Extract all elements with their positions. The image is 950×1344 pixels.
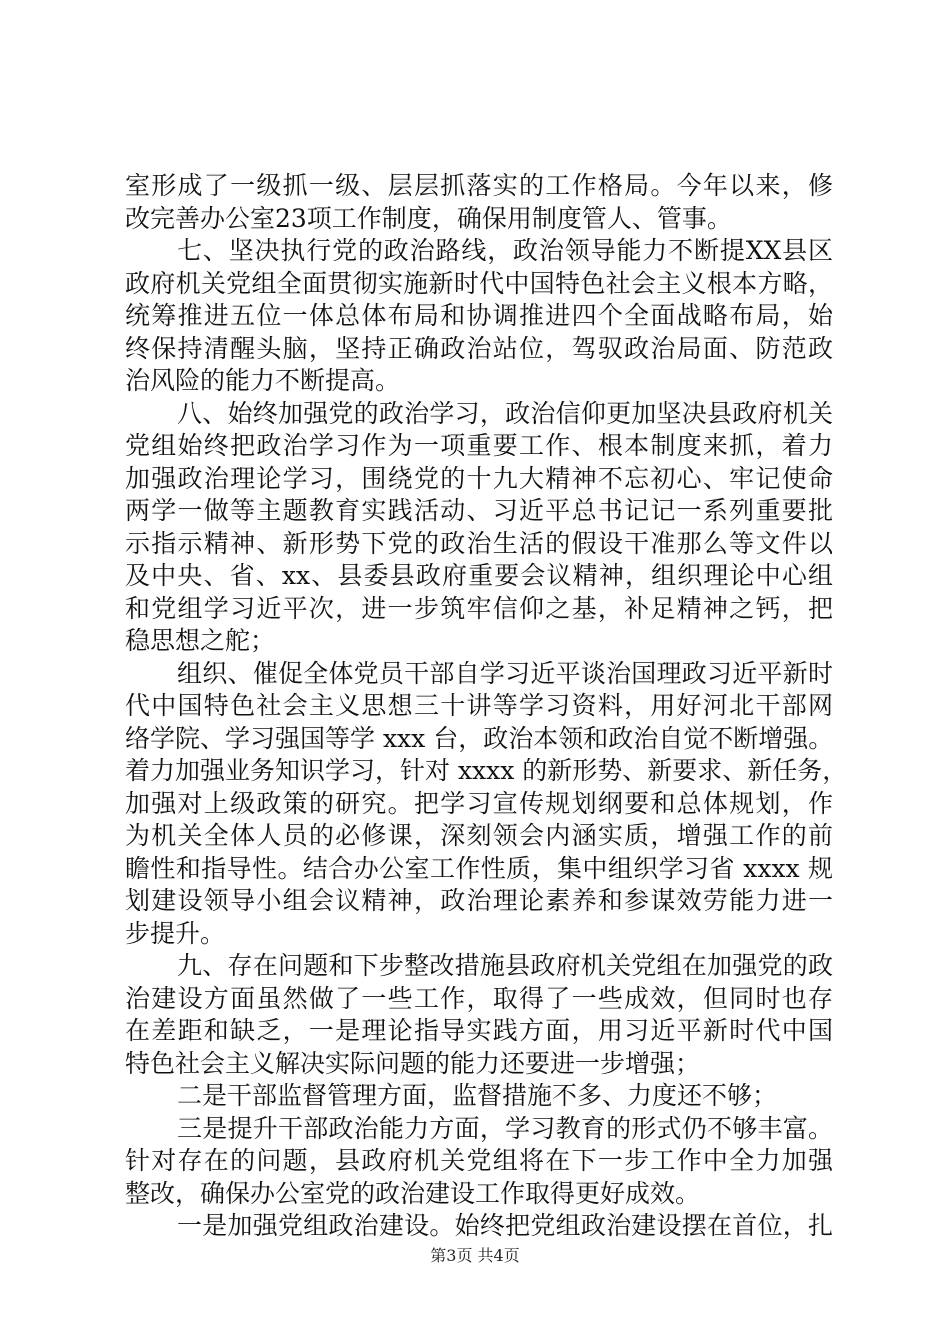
text-line: 络学院、学习强国等学 xxx 台，政治本领和政治自觉不断增强。	[125, 723, 834, 753]
page-footer: 第3页 共4页	[430, 1246, 520, 1265]
text-line: 划建设领导小组会议精神，政治理论素养和参谋效劳能力进一	[125, 886, 833, 915]
text-line: 步提升。	[125, 918, 226, 948]
text-line: 针对存在的问题，县政府机关党组将在下一步工作中全力加强	[125, 1146, 833, 1175]
text-line: 为机关全体人员的必修课，深刻领会内涵实质，增强工作的前	[125, 821, 833, 850]
text-line: 党组始终把政治学习作为一项重要工作、根本制度来抓，着力	[125, 431, 833, 460]
text-line: 治风险的能力不断提高。	[125, 366, 401, 395]
text-line: 治建设方面虽然做了一些工作，取得了一些成效，但同时也存	[125, 983, 833, 1013]
text-line: 二是干部监督管理方面，监督措施不多、力度还不够；	[177, 1081, 778, 1110]
text-line: 组织、催促全体党员干部自学习近平谈治国理政习近平新时	[177, 658, 833, 688]
text-line: 代中国特色社会主义思想三十讲等学习资料，用好河北干部网	[125, 691, 833, 720]
text-line: 九、存在问题和下步整改措施县政府机关党组在加强党的政	[177, 951, 833, 980]
text-line: 八、始终加强党的政治学习，政治信仰更加坚决县政府机关	[177, 398, 833, 428]
text-line: 特色社会主义解决实际问题的能力还要进一步增强；	[125, 1048, 701, 1078]
text-line: 室形成了一级抓一级、层层抓落实的工作格局。今年以来，修	[125, 171, 833, 200]
text-line: 加强政治理论学习，围绕党的十九大精神不忘初心、牢记使命	[125, 463, 833, 493]
body-text	[125, 170, 848, 1243]
text-line: 瞻性和指导性。结合办公室工作性质，集中组织学习省 xxxx 规	[125, 853, 833, 883]
text-line: 及中央、省、xx、县委县政府重要会议精神，组织理论中心组	[125, 561, 833, 590]
text-line: 三是提升干部政治能力方面，学习教育的形式仍不够丰富。	[177, 1113, 833, 1143]
text-line: 终保持清醒头脑，坚持正确政治站位，驾驭政治局面、防范政	[125, 333, 833, 363]
text-line: 加强对上级政策的研究。把学习宣传规划纲要和总体规划，作	[125, 788, 833, 818]
text-line: 在差距和缺乏，一是理论指导实践方面，用习近平新时代中国	[125, 1016, 833, 1045]
text-line: 稳思想之舵；	[125, 626, 276, 655]
text-line: 示指示精神、新形势下党的政治生活的假设干准那么等文件以	[125, 528, 833, 558]
text-line: 和党组学习近平次，进一步筑牢信仰之基，补足精神之钙，把	[125, 593, 833, 623]
text-line: 两学一做等主题教育实践活动、习近平总书记记一系列重要批	[125, 496, 833, 525]
text-line: 着力加强业务知识学习，针对 xxxx 的新形势、新要求、新任务，	[125, 756, 848, 785]
text-line: 统筹推进五位一体总体布局和协调推进四个全面战略布局，始	[125, 301, 833, 330]
text-line: 政府机关党组全面贯彻实施新时代中国特色社会主义根本方略，	[125, 268, 833, 298]
text-line: 七、坚决执行党的政治路线，政治领导能力不断提XX县区	[177, 236, 833, 265]
text-line: 整改，确保办公室党的政治建设工作取得更好成效。	[125, 1178, 701, 1208]
text-line: 改完善办公室23项工作制度，确保用制度管人、管事。	[125, 203, 732, 233]
text-line: 一是加强党组政治建设。始终把党组政治建设摆在首位，扎	[177, 1211, 833, 1240]
